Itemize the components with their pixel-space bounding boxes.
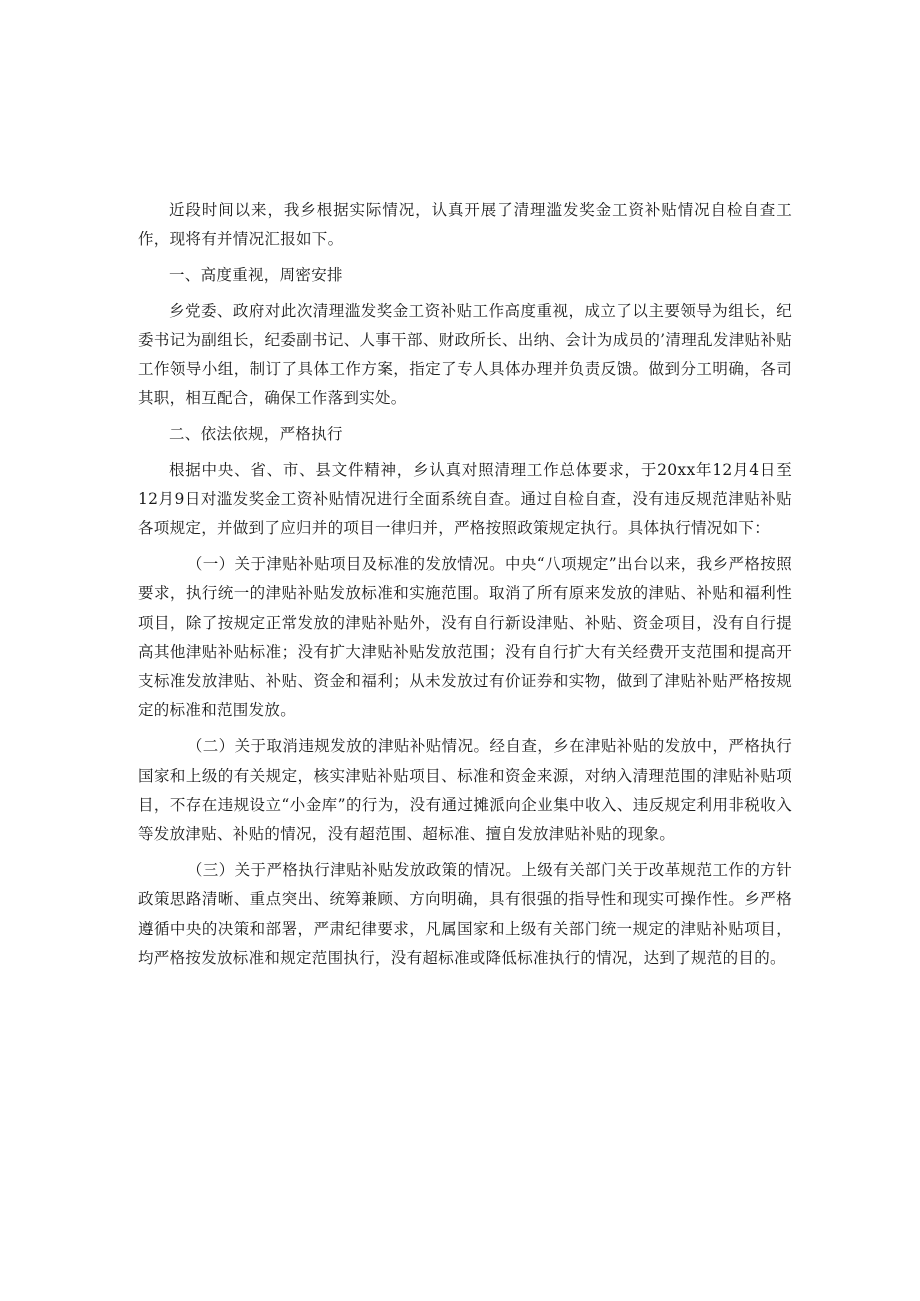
item-2-paragraph: （二）关于取消违规发放的津贴补贴情况。经自查，乡在津贴补贴的发放中，严格执行国家和上级的有关规定，核实津贴补贴项目、标准和资金来源，对纳入清理范围的津贴补贴项目，不存在违规设立“小金库”的行为，没有通过摊派向企业集中收入、违反规定利用非税收入等发放津贴、补贴的情况，没有超范围、超标准、擅自发放津贴补贴的现象。 [138,737,792,844]
section-1-heading: 一、高度重视，周密安排 [169,266,343,285]
item-3-paragraph: （三）关于严格执行津贴补贴发放政策的情况。上级有关部门关于改革规范工作的方针政策思路清晰、重点突出、统筹兼顾、方向明确，具有很强的指导性和现实可操作性。乡严格遵循中央的决策和部署，严肃纪律要求，凡属国家和上级有关部门统一规定的津贴补贴项目，均严格按发放标准和规定范围执行，没有超标准或降低标准执行的情况，达到了规范的目的。 [138,861,792,967]
document-body [138,196,792,980]
section-2-heading: 二、依法依规，严格执行 [169,425,343,444]
section-1-paragraph: 乡党委、政府对此次清理滥发奖金工资补贴工作高度重视，成立了以主要领导为组长，纪委书记为副组长，纪委副书记、人事干部、财政所长、出纳、会计为成员的’清理乱发津贴补贴工作领导小组，制订了具体工作方案，指定了专人具体办理并负责反馈。做到分工明确，各司其职，相互配合，确保工作落到实处。 [138,301,792,408]
section-2-paragraph: 根据中央、省、市、县文件精神，乡认真对照清理工作总体要求，于20xx年12月4日至12月9日对滥发奖金工资补贴情况进行全面系统自查。通过自检自查，没有违反规范津贴补贴各项规定，并做到了应归并的项目一律归并，严格按照政策规定执行。具体执行情况如下： [138,460,792,538]
intro-paragraph: 近段时间以来，我乡根据实际情况，认真开展了清理滥发奖金工资补贴情况自检自查工作，现将有并情况汇报如下。 [138,201,792,249]
item-1-paragraph: （一）关于津贴补贴项目及标准的发放情况。中央“八项规定”出台以来，我乡严格按照要求，执行统一的津贴补贴发放标准和实施范围。取消了所有原来发放的津贴、补贴和福利性项目，除了按规定正常发放的津贴补贴外，没有自行新设津贴、补贴、资金项目，没有自行提高其他津贴补贴标准；没有扩大津贴补贴发放范围；没有自行扩大有关经费开支范围和提高开支标准发放津贴、补贴、资金和福利；从未发放过有价证券和实物，做到了津贴补贴严格按规定的标准和范围发放。 [138,555,792,720]
